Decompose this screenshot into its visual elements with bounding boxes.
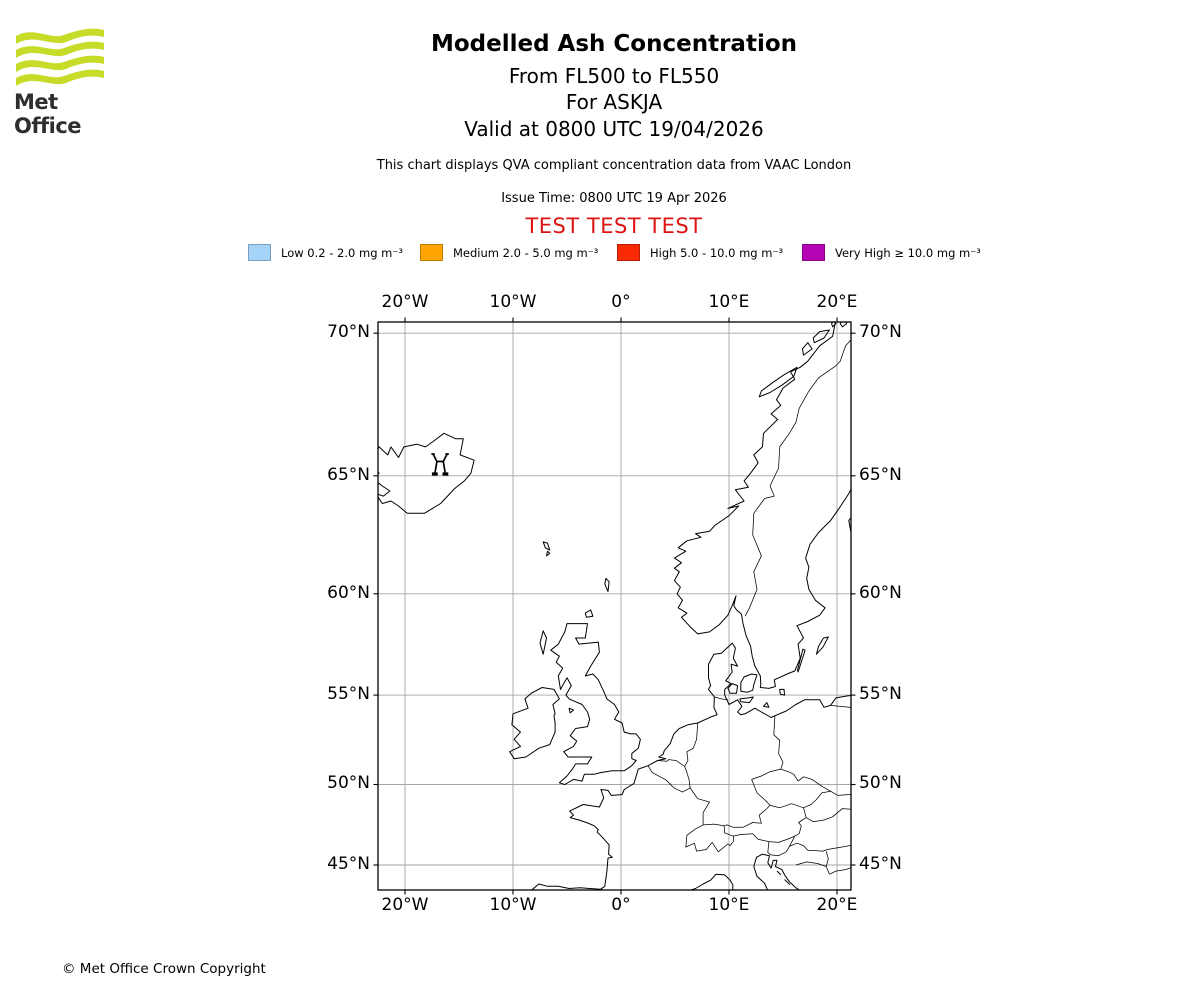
page-title: Modelled Ash Concentration xyxy=(430,31,798,57)
volcano-marker-askja xyxy=(431,454,448,474)
border-at-hu-si xyxy=(733,808,806,843)
legend-swatch-medium xyxy=(420,244,443,261)
coastline-scandinavia xyxy=(674,314,854,689)
coastline-outer-hebrides xyxy=(540,631,547,654)
coastline-isle-of-man xyxy=(569,708,573,713)
coastline-faroe-1 xyxy=(543,542,550,550)
lat-label-right: 50°N xyxy=(859,773,902,794)
volcano-glyph-stroke xyxy=(433,454,437,474)
border-nl-de-be-fr xyxy=(685,723,710,825)
coastline-faroe-2 xyxy=(547,551,550,556)
coastline-troms-island-4 xyxy=(840,319,847,327)
lat-label-right: 55°N xyxy=(859,684,902,705)
lon-label-bottom: 20°E xyxy=(816,895,858,915)
axis-ticks xyxy=(374,318,856,895)
map-frame xyxy=(378,322,851,890)
lon-label-top: 20°W xyxy=(381,292,429,312)
coastline-adriatic-coast xyxy=(754,854,800,891)
lon-label-top: 10°E xyxy=(708,292,750,312)
legend-label-high: High 5.0 - 10.0 mg m⁻³ xyxy=(650,246,784,260)
subtitle-valid-time: Valid at 0800 UTC 19/04/2026 xyxy=(464,117,764,141)
coastline-orkney xyxy=(585,610,593,617)
lon-label-bottom: 10°W xyxy=(489,895,537,915)
lon-label-bottom: 0° xyxy=(611,895,631,915)
coastline-mediterranean-coast xyxy=(689,874,733,891)
legend-label-medium: Medium 2.0 - 5.0 mg m⁻³ xyxy=(453,246,599,260)
coastline-gotland xyxy=(816,637,828,654)
legend-swatch-high xyxy=(617,244,640,261)
lon-label-top: 20°E xyxy=(816,292,858,312)
border-hu-hr xyxy=(789,843,854,851)
coastline-zealand xyxy=(741,674,757,692)
coastline-shetland xyxy=(605,578,609,591)
subtitle-flight-levels: From FL500 to FL550 xyxy=(508,64,720,88)
border-cz-at-sk xyxy=(770,791,831,808)
border-be-nl xyxy=(658,760,685,767)
border-sk-hu xyxy=(806,809,854,822)
issue-time: Issue Time: 0800 UTC 19 Apr 2026 xyxy=(501,191,727,206)
coastline-great-britain xyxy=(551,624,641,785)
border-ch-loop xyxy=(686,825,734,852)
volcano-glyph xyxy=(431,454,448,474)
lon-label-bottom: 20°W xyxy=(381,895,429,915)
lat-label-left: 50°N xyxy=(327,773,370,794)
lon-label-top: 0° xyxy=(611,292,631,312)
border-de-cz-west xyxy=(752,779,770,805)
lat-label-left: 70°N xyxy=(327,322,370,343)
legend-label-low: Low 0.2 - 2.0 mg m⁻³ xyxy=(281,246,404,260)
coastline-rugen xyxy=(764,703,769,708)
legend-swatch-low xyxy=(248,244,271,261)
graticule-grid xyxy=(378,322,851,890)
europe-map xyxy=(378,322,851,890)
lon-label-top: 10°W xyxy=(489,292,537,312)
legend-label-very-high: Very High ≥ 10.0 mg m⁻³ xyxy=(835,246,981,260)
lat-label-left: 55°N xyxy=(327,684,370,705)
border-no-se-fi xyxy=(745,336,854,616)
lat-label-right: 45°N xyxy=(859,853,902,874)
border-de-pl-cz-north xyxy=(752,716,783,780)
border-ch-north xyxy=(703,824,724,826)
qva-description: This chart displays QVA compliant concentration data from VAAC London xyxy=(376,158,852,173)
lat-label-right: 60°N xyxy=(859,582,902,603)
coastline-estonia-islet-fragment xyxy=(852,626,854,629)
copyright-notice: © Met Office Crown Copyright xyxy=(62,961,266,977)
coastline-oland xyxy=(798,649,806,672)
lat-label-left: 60°N xyxy=(327,582,370,603)
border-bosnia-2 xyxy=(826,851,828,866)
lat-label-left: 65°N xyxy=(327,464,370,485)
coastline-continental-coast xyxy=(531,643,854,891)
subtitle-volcano: For ASKJA xyxy=(565,90,663,114)
lat-label-right: 70°N xyxy=(859,322,902,343)
legend-swatch-very-high xyxy=(802,244,825,261)
lat-label-right: 65°N xyxy=(859,464,902,485)
test-banner: TEST TEST TEST xyxy=(525,214,703,238)
lon-label-bottom: 10°E xyxy=(708,895,750,915)
border-de-at xyxy=(724,805,770,827)
coastline-lolland xyxy=(740,697,754,703)
coastline-bornholm xyxy=(780,689,785,695)
lat-label-left: 45°N xyxy=(327,853,370,874)
coastlines-layer xyxy=(362,314,854,891)
volcano-glyph-stroke xyxy=(443,454,447,474)
border-bosnia-1 xyxy=(796,862,830,874)
coastline-ireland xyxy=(510,688,560,759)
border-fr-be-lux xyxy=(648,766,690,792)
coastline-troms-island-2 xyxy=(802,343,812,355)
coastline-croatia-island-1 xyxy=(777,871,781,875)
border-cz-pl-sk xyxy=(781,769,854,795)
met-office-logo-text: Met Office xyxy=(14,90,82,138)
